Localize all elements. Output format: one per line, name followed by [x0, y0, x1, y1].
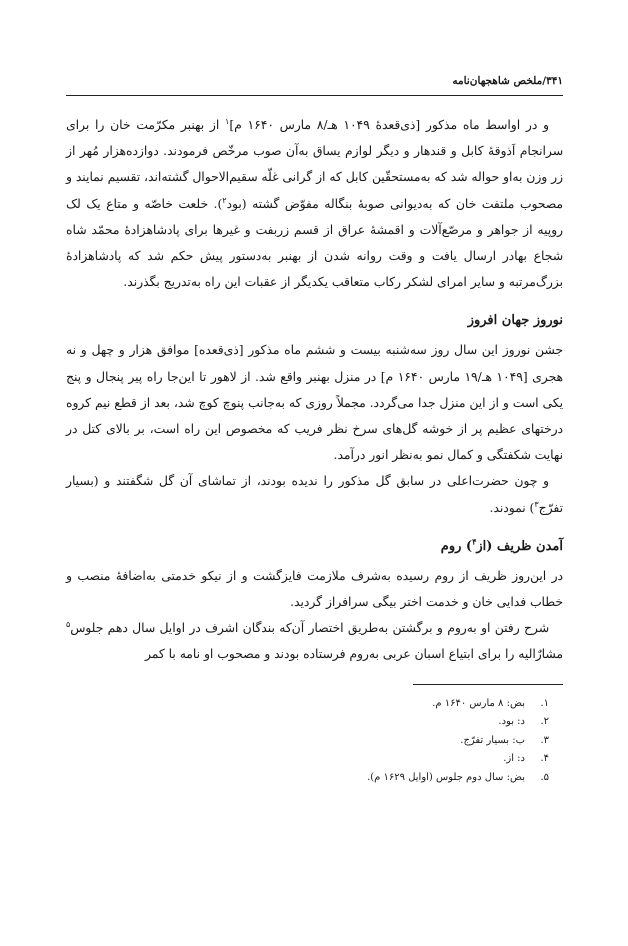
footnotes: [66, 695, 563, 788]
footnote-number: ۱.: [540, 697, 549, 709]
footnote-ref-5: ۵: [66, 620, 71, 630]
heading-zarif: [66, 535, 563, 559]
footnote-ref-2: ۲: [222, 195, 227, 205]
heading-zarif-text-a: آمدن ظریف (از: [476, 538, 563, 554]
paragraph-1-text-b: از بهنبر مکرّمت خان را برای سرانجام اَذوقهٔ کابل و قندهار و دیگر لوازم یساق به‌آن صوب مرخّص فرمودند. دوازده‌هزار مُهر از زر وزن به‌او حواله شد که به‌مستحقّین کابل که از گرانی غلّه سقیم‌الاحوال گشته‌اند، تقسیم نمایند و مصحوب ملتفت خان که به‌دیوانی صوبهٔ بنگاله مفوّض گشته (بود: [66, 118, 563, 211]
footnote-text: د: از.: [503, 753, 525, 765]
footnote-text: د: بود.: [498, 716, 525, 728]
footnote-item: [66, 750, 549, 769]
paragraph-3-text-b: ) نمودند.: [489, 500, 535, 515]
footnote-item: [66, 695, 549, 714]
footnote-divider: [413, 684, 563, 685]
footnote-number: ۳.: [540, 734, 549, 746]
paragraph-1-text-a: و در اواسط ماه مذکور [ذی‌قعدهٔ ۱۰۴۹ هـ/۸ مارس ۱۶۴۰ م]: [229, 118, 549, 132]
footnote-ref-4: ۴: [472, 536, 477, 547]
footnote-number: ۴.: [540, 753, 549, 765]
paragraph-5-text-b: مشارٌالیه را برای ابتیاع اسبان عربی به‌روم فرستاده بودند و مصحوب او نامه با کمر: [144, 647, 563, 662]
footnote-ref-1: ۱: [225, 116, 230, 126]
paragraph-5: [66, 615, 563, 667]
footnote-text: بض: سال دوم جلوس (اوایل ۱۶۲۹ م).: [367, 771, 525, 783]
footnote-number: ۵.: [540, 771, 549, 783]
footnote-item: [66, 769, 549, 788]
running-header: ۳۴۱/ملخص شاهجهان‌نامه: [66, 70, 563, 96]
footnote-item: [66, 713, 549, 732]
paragraph-3: [66, 468, 563, 520]
paragraph-5-text-a: شرح رفتن او به‌روم و برگشتن به‌طریق اختصار آن‌که بندگان اشرف در اوایل سال دهم جلوس: [70, 621, 549, 636]
paragraph-1: [66, 112, 563, 295]
footnote-number: ۲.: [540, 716, 549, 728]
paragraph-4: در این‌روز ظریف از روم رسیده به‌شرف ملازمت فایزگشت و از نیکو خدمتی به‌اضافهٔ منصب و خطاب فدایی خان و خدمت اختر بیگی سرافراز گردید.: [66, 568, 563, 610]
paragraph-2: جشن نوروز این سال روز سه‌شنبه بیست و ششم ماه مذکور [ذی‌قعده] موافق هزار و چهل و نه هجری [۱۰۴۹ هـ/۱۹ مارس ۱۶۴۰ م] در منزل بهنبر واقع شد. از لاهور تا این‌جا راه پیر پنجال و پنج یکی است و از این منزل جدا می‌گردد. مجملاً روزی که به‌جانب پنوچ کوچ شد، بعد از قطع نیم کروه درختهای عظیم پر از خوشه گل‌های سرخ نظر فریب که مخصوص این راه است، بر بالای کتل در نهایت شکفتگی و کمال نمو به‌نظر انور درآمد.: [66, 343, 563, 463]
footnote-text: بض: ۸ مارس ۱۶۴۰ م.: [432, 697, 525, 709]
paragraph-1-text-c: ). خلعت خاصّه و متاع یک لک روپیه از جواهر و مرصّع‌آلات و اقمشهٔ عراق از قسم زربفت و غیرها برای پادشاهزادهٔ محمّد شاه شجاع بهادر ارسال یافت و وقت روانه شدن از بهنبر به‌دستور پیش حکم شد که پادشاهزادهٔ بزرگ‌مرتبه و سایر امرای لشکر رکاب متعاقب یکدیگر از عقبات این راه به‌تدریج بگذرند.: [66, 196, 563, 290]
heading-zarif-text-b: ) روم: [440, 538, 473, 554]
footnote-text: ب: بسیار تفرّج.: [460, 734, 525, 746]
heading-nowruz: نوروز جهان افروز: [467, 313, 563, 329]
paragraph-3-text-a: و چون حضرت‌اعلی در سابق گل مذکور را ندیده بودند، از تماشای آن گل شگفتند و (بسیار تفرّج: [66, 474, 563, 515]
footnote-ref-3: ۳: [534, 499, 539, 509]
page: [66, 70, 563, 787]
footnote-item: [66, 732, 549, 751]
